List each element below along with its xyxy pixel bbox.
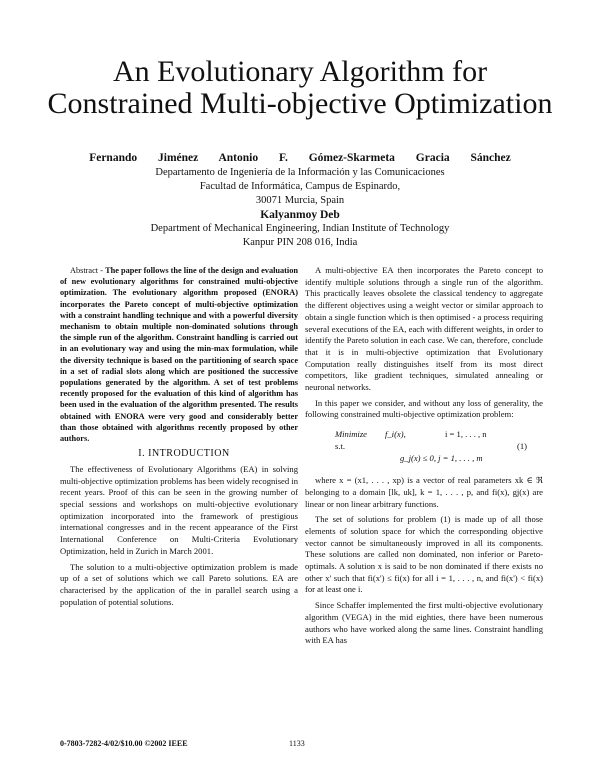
- abstract: [60, 265, 298, 444]
- equation-constraint: g_j(x) ≤ 0, j = 1, . . . , m: [400, 453, 483, 464]
- body-paragraph-3: where x = (x1, . . . , xp) is a vector of real parameters xk ∈ ℜ belonging to a domain [lk, uk], k = 1, . . . , p, and fi(x), gj(x) are linear or non linear arbitrary functions.: [305, 475, 543, 509]
- body-paragraph-5: Since Schaffer implemented the first multi-objective evolutionary algorithm (VEGA) in the mid eighties, there have been numerous authors who have worked along the same lines. Constraint handling with EA has: [305, 600, 543, 646]
- body-paragraph-1: A multi-objective EA then incorporates the Pareto concept to identify multiple solutions through a single run of the algorithm. This practically leaves obsolete the classical tendency to aggregate the different objectives using a weight vector or similar approach to obtain a single function which is then optimised - a process requiring several executions of the EA, each with different weights, in order to identify the Pareto solution in each case. We can, therefore, conclude that it is in multi-objective optimization that Evolutionary Computation really distinguishes itself from its most direct competitors, like gradient techniques, simulated annealing or neuronal networks.: [305, 265, 543, 393]
- section-heading: I. INTRODUCTION: [138, 448, 230, 460]
- affiliation-city: 30071 Murcia, Spain: [255, 195, 345, 206]
- equation-objective-range: i = 1, . . . , n: [445, 429, 487, 440]
- author-name: Gracia Sánchez: [415, 152, 511, 164]
- left-column: [60, 265, 298, 612]
- affiliation-faculty: Facultad de Informática, Campus de Espinardo,: [199, 181, 401, 192]
- page-number: 1133: [289, 739, 305, 748]
- affiliation-block: [60, 166, 540, 250]
- equation-subject-to: s.t.: [335, 441, 346, 452]
- affiliation-city-2: Kanpur PIN 208 016, India: [242, 237, 358, 248]
- abstract-lead: Abstract -: [70, 266, 106, 275]
- equation-number: (1): [517, 441, 528, 452]
- author-name-deb: Kalyanmoy Deb: [260, 209, 340, 221]
- right-column: [305, 265, 543, 651]
- intro-paragraph-2: The solution to a multi-objective optimization problem is made up of a set of solutions which we call Pareto solutions. EA are characterised by the application of the in parallel search using a population of potential solutions.: [60, 561, 298, 607]
- paper-title: An Evolutionary Algorithm for Constrained Multi-objective Optimization: [47, 55, 553, 120]
- affiliation-dept-2: Department of Mechanical Engineering, Indian Institute of Technology: [150, 223, 450, 234]
- author-name: Antonio F. Gómez-Skarmeta: [218, 152, 395, 164]
- author-list: [60, 152, 540, 164]
- abstract-text: The paper follows the line of the design and evaluation of new evolutionary algorithms for constrained multi-objective optimization. The evolutionary algorithm proposed (ENORA) incorporates the Pareto concept of multi-objective optimization with a constraint handling technique and with a powerful diversity mechanism to obtain multiple non-dominated solutions through the simple run of the algorithm. Constraint handling is carried out in an evolutionary way and using the min-max formulation, while the diversity technique is based on the partitioning of search space in a set of radial slots along which are positioned the successive populations generated by the algorithm. A set of test problems recently proposed for the evaluation of this kind of algorithm has been used in the evaluation of the algorithm presented. The results obtained with ENORA were very good and considerably better than those obtained with algorithms recently proposed by other authors.: [60, 266, 298, 444]
- equation-1: [305, 427, 543, 467]
- equation-objective: f_i(x),: [385, 429, 406, 440]
- affiliation-dept: Departamento de Ingeniería de la Información y las Comunicaciones: [155, 167, 445, 178]
- equation-minimize: Minimize: [335, 429, 367, 440]
- copyright-footer: 0-7803-7282-4/02/$10.00 ©2002 IEEE: [60, 739, 188, 748]
- author-name: Fernando Jiménez: [89, 152, 199, 164]
- body-paragraph-2: In this paper we consider, and without any loss of generality, the following constrained multi-objective optimization problem:: [305, 397, 543, 420]
- body-paragraph-4: The set of solutions for problem (1) is made up of all those elements of solution space for which the corresponding objective vector cannot be simultaneously improved in all its components. These solutions are called non dominated, non inferior or Pareto-optimals. A solution x is said to be non dominated if there exists no other x' such that fi(x') ≤ fi(x) for all i = 1, . . . , n, and fi(x') < fi(x) for at least one i.: [305, 514, 543, 595]
- intro-paragraph-1: The effectiveness of Evolutionary Algorithms (EA) in solving multi-objective optimization problems has been widely recognised in recent years. Proof of this can be seen in the growing number of special sessions and workshops on multi-objective evolutionary optimization incorporated into the framework of prestigious international congresses and in the recent appearance of the First International Conference on Multi-Criteria Evolutionary Optimization, held in Zurich in March 2001.: [60, 463, 298, 556]
